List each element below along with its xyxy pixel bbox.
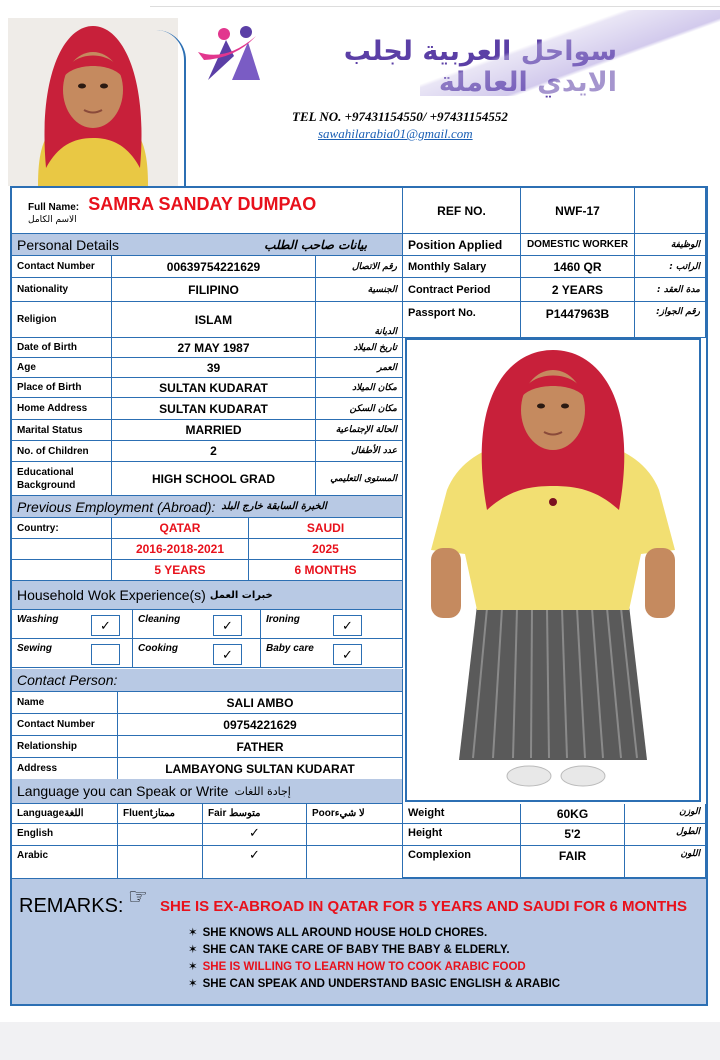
household-skill-label: Cooking: [133, 639, 261, 668]
household-checkbox[interactable]: ✓: [91, 615, 120, 636]
position-label: Passport No.: [403, 302, 521, 338]
employment-country: QATAR: [112, 518, 249, 539]
contact-label: Address: [12, 758, 118, 780]
personal-label-ar: مكان السكن: [316, 398, 403, 420]
position-label: Contract Period: [403, 278, 521, 302]
personal-label: Nationality: [12, 278, 112, 302]
personal-value: HIGH SCHOOL GRAD: [112, 462, 316, 496]
language-fair: ✓: [203, 824, 307, 846]
language-name: Arabic: [12, 846, 118, 900]
physical-label: Height: [403, 824, 521, 846]
physical-value: 5'2: [521, 824, 625, 846]
household-checkbox[interactable]: ✓: [333, 615, 362, 636]
personal-label: Educational Background: [12, 462, 112, 496]
employment-duration: 5 YEARS: [112, 560, 249, 581]
language-header: [12, 779, 403, 804]
household-header: [12, 581, 403, 610]
company-name-arabic: سواحل العربية لجلب الايدي العاملة: [343, 36, 617, 98]
contact-value: SALI AMBO: [118, 692, 403, 714]
personal-header: [12, 234, 403, 256]
personal-label-ar: رقم الاتصال: [316, 256, 403, 278]
position-label-ar: مدة العقد :: [635, 278, 706, 302]
position-label: Position Applied: [403, 234, 521, 256]
personal-label-ar: مكان الميلاد: [316, 378, 403, 398]
language-header-cell: Poorلا شيء: [307, 804, 403, 824]
language-header-cell: Fair متوسط: [203, 804, 307, 824]
personal-value: 39: [112, 358, 316, 378]
physical-label: Complexion: [403, 846, 521, 878]
household-skill-label: Washing: [12, 610, 133, 639]
photo-frame-arc: [150, 30, 186, 186]
star-bullet-icon: ✶: [188, 942, 198, 956]
star-bullet-icon: ✶: [188, 925, 198, 939]
remarks-bullet: [188, 959, 560, 976]
physical-label: Weight: [403, 804, 521, 824]
employment-header: [12, 496, 403, 518]
position-label-ar: رقم الجواز:: [635, 302, 706, 338]
personal-label-ar: الجنسية: [316, 278, 403, 302]
language-header-cell: Languageاللغة: [12, 804, 118, 824]
contact-value: 09754221629: [118, 714, 403, 736]
household-checkbox[interactable]: ✓: [333, 644, 362, 665]
position-label: Monthly Salary: [403, 256, 521, 278]
language-fair: ✓: [203, 846, 307, 900]
personal-label-ar: الحالة الإجتماعية: [316, 420, 403, 441]
personal-value: MARRIED: [112, 420, 316, 441]
personal-label: Place of Birth: [12, 378, 112, 398]
personal-value: SULTAN KUDARAT: [112, 378, 316, 398]
physical-label-ar: الطول: [625, 824, 706, 846]
employment-country: SAUDI: [249, 518, 403, 539]
contact-title: Contact Person:: [17, 672, 118, 688]
personal-value: SULTAN KUDARAT: [112, 398, 316, 420]
contact-value: FATHER: [118, 736, 403, 758]
personal-label-ar: الديانة: [316, 302, 403, 338]
household-skill-label: Cleaning: [133, 610, 261, 639]
personal-label: Religion: [12, 302, 112, 338]
position-label-ar: الراتب :: [635, 256, 706, 278]
employment-years: 2025: [249, 539, 403, 560]
position-value: 1460 QR: [521, 256, 635, 278]
remarks-bullet-text: SHE CAN SPEAK AND UNDERSTAND BASIC ENGLISH & ARABIC: [202, 978, 561, 990]
full-name-cell: [12, 188, 403, 234]
personal-value: FILIPINO: [112, 278, 316, 302]
pointing-hand-icon: ☞: [128, 885, 148, 910]
remarks-headline: SHE IS EX-ABROAD IN QATAR FOR 5 YEARS AND SAUDI FOR 6 MONTHS: [160, 898, 687, 915]
household-skill-label: Ironing: [261, 610, 403, 639]
remarks-bullet: [188, 942, 560, 959]
household-skill-label: Baby care: [261, 639, 403, 668]
personal-label: Home Address: [12, 398, 112, 420]
company-email[interactable]: sawahilarabia01@gmail.com: [318, 126, 473, 141]
remarks-bullet: [188, 925, 560, 942]
personal-value: ISLAM: [112, 302, 316, 338]
company-tel: TEL NO. +97431154550/ +97431154552: [292, 109, 508, 124]
physical-label-ar: اللون: [625, 846, 706, 878]
star-bullet-icon: ✶: [188, 976, 198, 990]
language-poor: [307, 824, 403, 846]
household-skill-label: Sewing: [12, 639, 133, 668]
contact-header: [12, 669, 403, 692]
physical-label-ar: الوزن: [625, 804, 706, 824]
position-value: 2 YEARS: [521, 278, 635, 302]
household-checkbox[interactable]: [91, 644, 120, 665]
language-title-ar: إجادة اللغات: [234, 784, 291, 798]
personal-label-ar: المستوى التعليمي: [316, 462, 403, 496]
ref-value: NWF-17: [521, 188, 635, 234]
language-name: English: [12, 824, 118, 846]
employment-title: Previous Employment (Abroad):: [17, 498, 216, 515]
country-label: Country:: [12, 518, 112, 539]
remarks-label: REMARKS:: [19, 895, 124, 917]
personal-label: Marital Status: [12, 420, 112, 441]
remarks-bullet: [188, 976, 560, 993]
ref-label: REF NO.: [403, 188, 521, 234]
personal-value: 2: [112, 441, 316, 462]
remarks-bullet-text: SHE IS WILLING TO LEARN HOW TO COOK ARABIC FOOD: [202, 961, 526, 973]
contact-label: Name: [12, 692, 118, 714]
company-logo: [196, 22, 266, 88]
personal-label: No. of Children: [12, 441, 112, 462]
personal-label: Contact Number: [12, 256, 112, 278]
employment-title-ar: الخبرة السابقة خارج البلد: [221, 501, 327, 512]
personal-label-ar: العمر: [316, 358, 403, 378]
language-title: Language you can Speak or Write: [17, 783, 229, 799]
remarks-section: [12, 878, 706, 1004]
fullbody-photo: [405, 338, 701, 802]
personal-label-ar: عدد الأطفال: [316, 441, 403, 462]
personal-value: 00639754221629: [112, 256, 316, 278]
header-gradient-bar: [420, 10, 720, 96]
position-value: DOMESTIC WORKER: [521, 234, 635, 256]
full-name-value: SAMRA SANDAY DUMPAO: [88, 194, 317, 214]
employment-blank: [12, 539, 112, 560]
contact-value: LAMBAYONG SULTAN KUDARAT: [118, 758, 403, 780]
household-checkbox[interactable]: ✓: [213, 615, 242, 636]
personal-label: Date of Birth: [12, 338, 112, 358]
full-name-label-ar: الاسم الكامل: [28, 215, 77, 225]
personal-title-ar: بيانات صاحب الطلب: [264, 237, 367, 252]
household-title: Household Wok Experience(s): [17, 587, 206, 603]
employment-duration: 6 MONTHS: [249, 560, 403, 581]
language-fluent: [118, 824, 203, 846]
personal-value: 27 MAY 1987: [112, 338, 316, 358]
personal-title: Personal Details: [17, 236, 119, 253]
employment-years: 2016-2018-2021: [112, 539, 249, 560]
star-bullet-icon: ✶: [188, 959, 198, 973]
household-checkbox[interactable]: ✓: [213, 644, 242, 665]
physical-value: 60KG: [521, 804, 625, 824]
personal-label-ar: تاريخ الميلاد: [316, 338, 403, 358]
employment-blank: [12, 560, 112, 581]
top-rule: [150, 6, 720, 7]
position-value: P1447963B: [521, 302, 635, 338]
contact-label: Contact Number: [12, 714, 118, 736]
bottom-band: [0, 1022, 720, 1060]
remarks-list: [188, 925, 560, 993]
full-name-label: Full Name:: [28, 202, 80, 213]
remarks-bullet-text: SHE KNOWS ALL AROUND HOUSE HOLD CHORES.: [202, 927, 488, 939]
position-label-ar: الوظيفة: [635, 234, 706, 256]
ref-empty: [635, 188, 706, 234]
remarks-bullet-text: SHE CAN TAKE CARE OF BABY THE BABY & ELDERLY.: [202, 944, 510, 956]
contact-label: Relationship: [12, 736, 118, 758]
personal-label: Age: [12, 358, 112, 378]
physical-value: FAIR: [521, 846, 625, 878]
language-header-cell: Fluentممتاز: [118, 804, 203, 824]
household-title-ar: خبرات العمل: [209, 589, 273, 601]
